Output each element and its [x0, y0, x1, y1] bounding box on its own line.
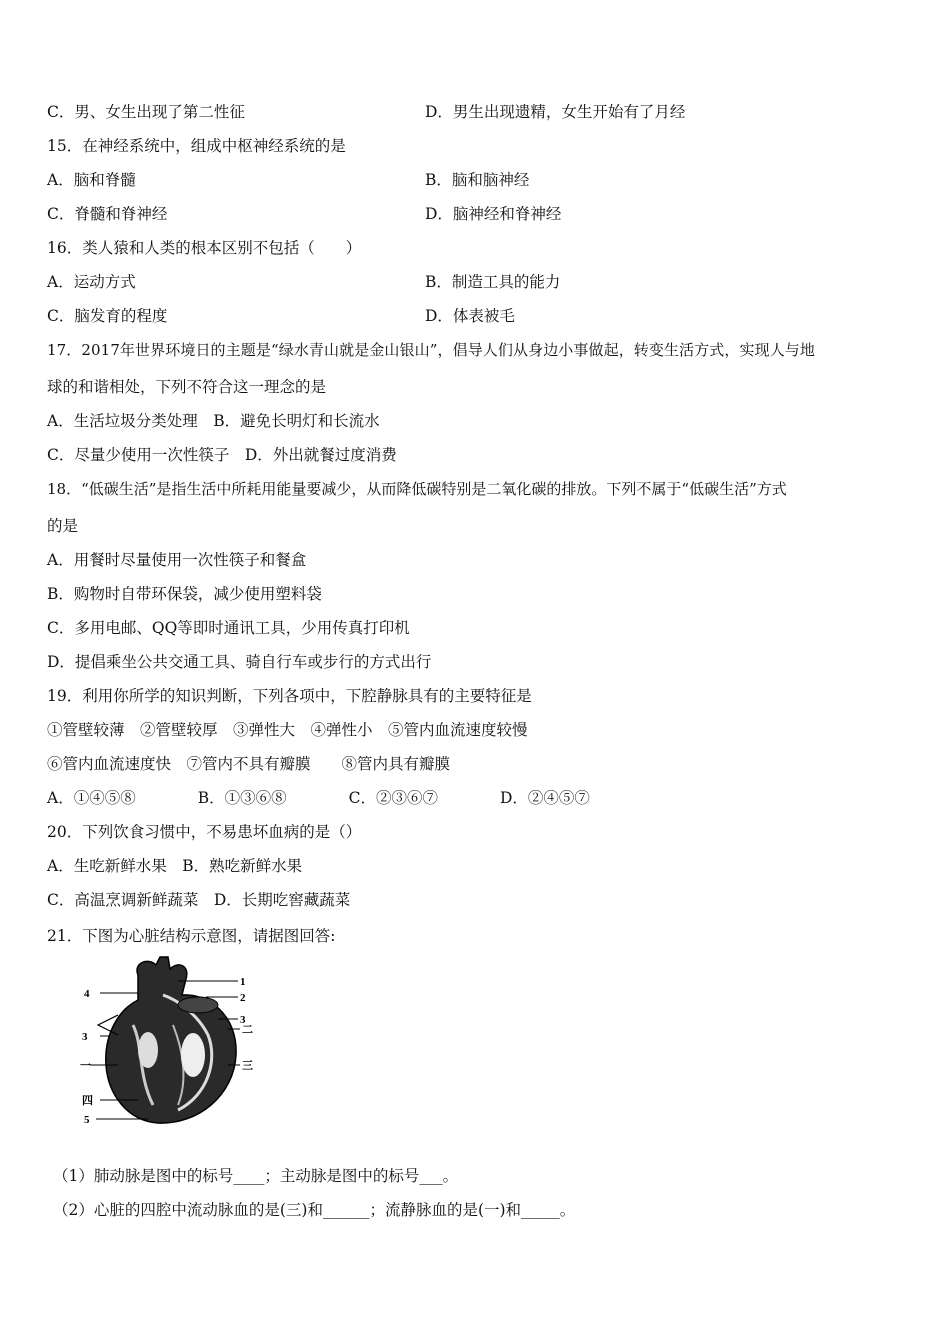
- q21-sub2: （2）心脏的四腔中流动脉血的是(三)和______；流静脉血的是(一)和_____。: [53, 1201, 576, 1219]
- option-d: D．脑神经和脊神经: [425, 205, 562, 223]
- question-15: 15．在神经系统中，组成中枢神经系统的是: [47, 137, 346, 155]
- q19-features-1: ①管壁较薄 ②管壁较厚 ③弹性大 ④弹性小 ⑤管内血流速度较慢: [47, 721, 528, 739]
- option-a: A．运动方式: [47, 273, 136, 291]
- q20-options-ab: A．生吃新鲜水果 B．熟吃新鲜水果: [47, 857, 303, 875]
- option-b: B．制造工具的能力: [425, 273, 561, 291]
- q19-options: A．①④⑤⑧ B．①③⑥⑧ C．②③⑥⑦ D．②④⑤⑦: [47, 789, 590, 807]
- option-d: D．体表被毛: [425, 307, 515, 325]
- label-5: 5: [84, 1114, 90, 1126]
- option-d: D．男生出现遗精，女生开始有了月经: [425, 103, 686, 121]
- q16-options-cd: [47, 306, 515, 326]
- label-1: 1: [240, 976, 246, 988]
- q18-option-d: D．提倡乘坐公共交通工具、骑自行车或步行的方式出行: [47, 653, 432, 671]
- q19-features-2: ⑥管内血流速度快 ⑦管内不具有瓣膜 ⑧管内具有瓣膜: [47, 755, 451, 773]
- question-18-line2: 的是: [47, 517, 79, 535]
- q17-options-cd: C．尽量少使用一次性筷子 D．外出就餐过度消费: [47, 446, 397, 464]
- question-17-line2: 球的和谐相处，下列不符合这一理念的是: [47, 378, 327, 396]
- option-a: A．脑和脊髓: [47, 171, 136, 189]
- option-c: C．脊髓和脊神经: [47, 205, 168, 223]
- q18-option-b: B．购物时自带环保袋，减少使用塑料袋: [47, 585, 322, 603]
- label-3-right: 3: [240, 1014, 246, 1026]
- question-19: 19．利用你所学的知识判断，下列各项中，下腔静脉具有的主要特征是: [47, 687, 532, 705]
- label-four: 四: [82, 1095, 93, 1107]
- question-20: 20．下列饮食习惯中，不易患坏血病的是（）: [47, 823, 362, 841]
- line-c-d-option: [47, 102, 686, 122]
- q17-options-ab: A．生活垃圾分类处理 B．避免长明灯和长流水: [47, 412, 380, 430]
- label-three: 三: [242, 1060, 253, 1072]
- q18-option-c: C．多用电邮、QQ等即时通讯工具，少用传真打印机: [47, 619, 410, 637]
- question-16: 16．类人猿和人类的根本区别不包括（ ）: [47, 239, 362, 257]
- option-b: B．脑和脑神经: [425, 171, 530, 189]
- label-3-left: 3: [82, 1031, 88, 1043]
- label-2: 2: [240, 992, 246, 1004]
- q15-options-cd: [47, 204, 562, 224]
- q16-options-ab: [47, 272, 561, 292]
- option-c: C．男、女生出现了第二性征: [47, 103, 245, 121]
- option-c: C．脑发育的程度: [47, 307, 168, 325]
- question-17-line1: 17．2017年世界环境日的主题是“绿水青山就是金山银山”，倡导人们从身边小事做起，转变生活方式，实现人与地: [47, 341, 816, 359]
- q21-sub1: （1）肺动脉是图中的标号____；主动脉是图中的标号___。: [53, 1167, 459, 1185]
- question-21: 21．下图为心脏结构示意图，请据图回答:: [47, 927, 336, 945]
- heart-diagram: [78, 955, 263, 1135]
- label-two: 二: [242, 1024, 253, 1036]
- q20-options-cd: C．高温烹调新鲜蔬菜 D．长期吃窖藏蔬菜: [47, 891, 351, 909]
- q15-options-ab: [47, 170, 530, 190]
- label-4: 4: [84, 988, 90, 1000]
- question-18-line1: 18．“低碳生活”是指生活中所耗用能量要减少，从而降低碳特别是二氧化碳的排放。下列不属于“低碳生活”方式: [47, 480, 787, 498]
- label-one: 一: [80, 1060, 91, 1072]
- heart-drawing: [98, 957, 236, 1123]
- q18-option-a: A．用餐时尽量使用一次性筷子和餐盒: [47, 551, 307, 569]
